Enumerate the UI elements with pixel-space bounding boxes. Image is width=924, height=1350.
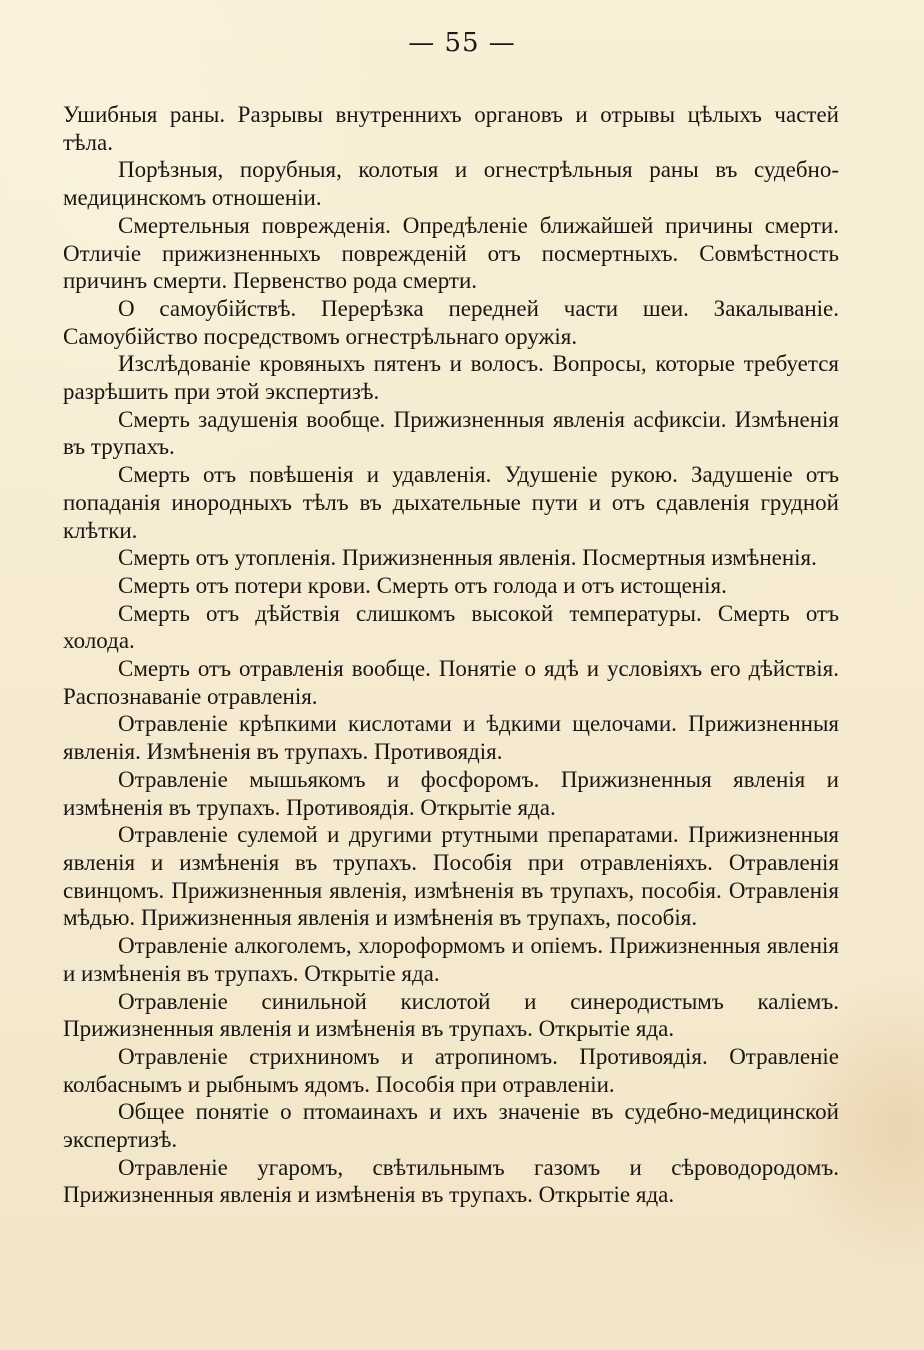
paragraph: Изслѣдованіе кровяныхъ пятенъ и волосъ. Вопросы, которые требуется разрѣшить при этой экспертизѣ. bbox=[63, 351, 839, 405]
paragraph: Порѣзныя, порубныя, колотыя и огнестрѣльныя раны въ судебно-медицинскомъ отношеніи. bbox=[63, 157, 839, 211]
paragraph: Смерть отъ потери крови. Смерть отъ голода и отъ истощенія. bbox=[118, 572, 727, 598]
paragraph: Общее понятіе о птомаинахъ и ихъ значеніе въ судебно-медицинской экспертизѣ. bbox=[63, 1099, 839, 1153]
paragraph: Отравленіе алкоголемъ, хлороформомъ и опіемъ. Прижизненныя явленія и измѣненія въ трупахъ. Открытіе яда. bbox=[63, 933, 839, 986]
paragraph: Смерть отъ повѣшенія и удавленія. Удушеніе рукою. Задушеніе отъ попаданія инородныхъ тѣлъ въ дыхательные пути и отъ сдавленія грудной клѣтки. bbox=[63, 462, 839, 543]
paragraph: Смертельныя поврежденія. Опредѣленіе ближайшей причины смерти. Отличіе прижизненныхъ поврежденій отъ посмертныхъ. Совмѣстность причинъ смерти. Первенство рода смерти. bbox=[63, 212, 839, 294]
paragraph: Отравленіе крѣпкими кислотами и ѣдкими щелочами. Прижизненныя явленія. Измѣненія въ трупахъ. Противоядія. bbox=[63, 711, 839, 765]
paragraph: Ушибныя раны. Разрывы внутреннихъ органовъ и отрывы цѣлыхъ частей тѣла. bbox=[63, 102, 839, 155]
text-body bbox=[63, 101, 839, 1209]
paragraph: Смерть задушенія вообще. Прижизненныя явленія асфиксіи. Измѣненія въ трупахъ. bbox=[63, 406, 839, 460]
paragraph: Отравленіе угаромъ, свѣтильнымъ газомъ и сѣроводородомъ. Прижизненныя явленія и измѣненія въ трупахъ. Открытіе яда. bbox=[63, 1154, 839, 1208]
paragraph: Смерть отъ утопленія. Прижизненныя явленія. Посмертныя измѣненія. bbox=[118, 545, 817, 571]
paragraph: Смерть отъ дѣйствія слишкомъ высокой температуры. Смерть отъ холода. bbox=[63, 600, 839, 654]
paragraph: Отравленіе стрихниномъ и атропиномъ. Противоядія. Отравленіе колбаснымъ и рыбнымъ ядомъ. Пособія при отравленіи. bbox=[63, 1043, 839, 1097]
paragraph: Отравленіе мышьякомъ и фосфоромъ. Прижизненныя явленія и измѣненія въ трупахъ. Противоядія. Открытіе яда. bbox=[63, 766, 839, 820]
paragraph: Отравленіе сулемой и другими ртутными препаратами. Прижизненныя явленія и измѣненія въ трупахъ. Пособія при отравленіяхъ. Отравленія свинцомъ. Прижизненныя явленія, измѣненія въ трупахъ, пособія. Отравленія мѣдью. Прижизненныя явленія и измѣненія въ трупахъ, пособія. bbox=[63, 822, 839, 931]
page-number: — 55 — bbox=[408, 28, 516, 58]
paragraph: Смерть отъ отравленія вообще. Понятіе о ядѣ и условіяхъ его дѣйствія. Распознаваніе отравленія. bbox=[63, 656, 839, 709]
paragraph: О самоубійствѣ. Перерѣзка передней части шеи. Закалываніе. Самоубійство посредствомъ огнестрѣльнаго оружія. bbox=[63, 295, 839, 349]
paragraph: Отравленіе синильной кислотой и синеродистымъ каліемъ. Прижизненныя явленія и измѣненія въ трупахъ. Открытіе яда. bbox=[63, 988, 839, 1042]
